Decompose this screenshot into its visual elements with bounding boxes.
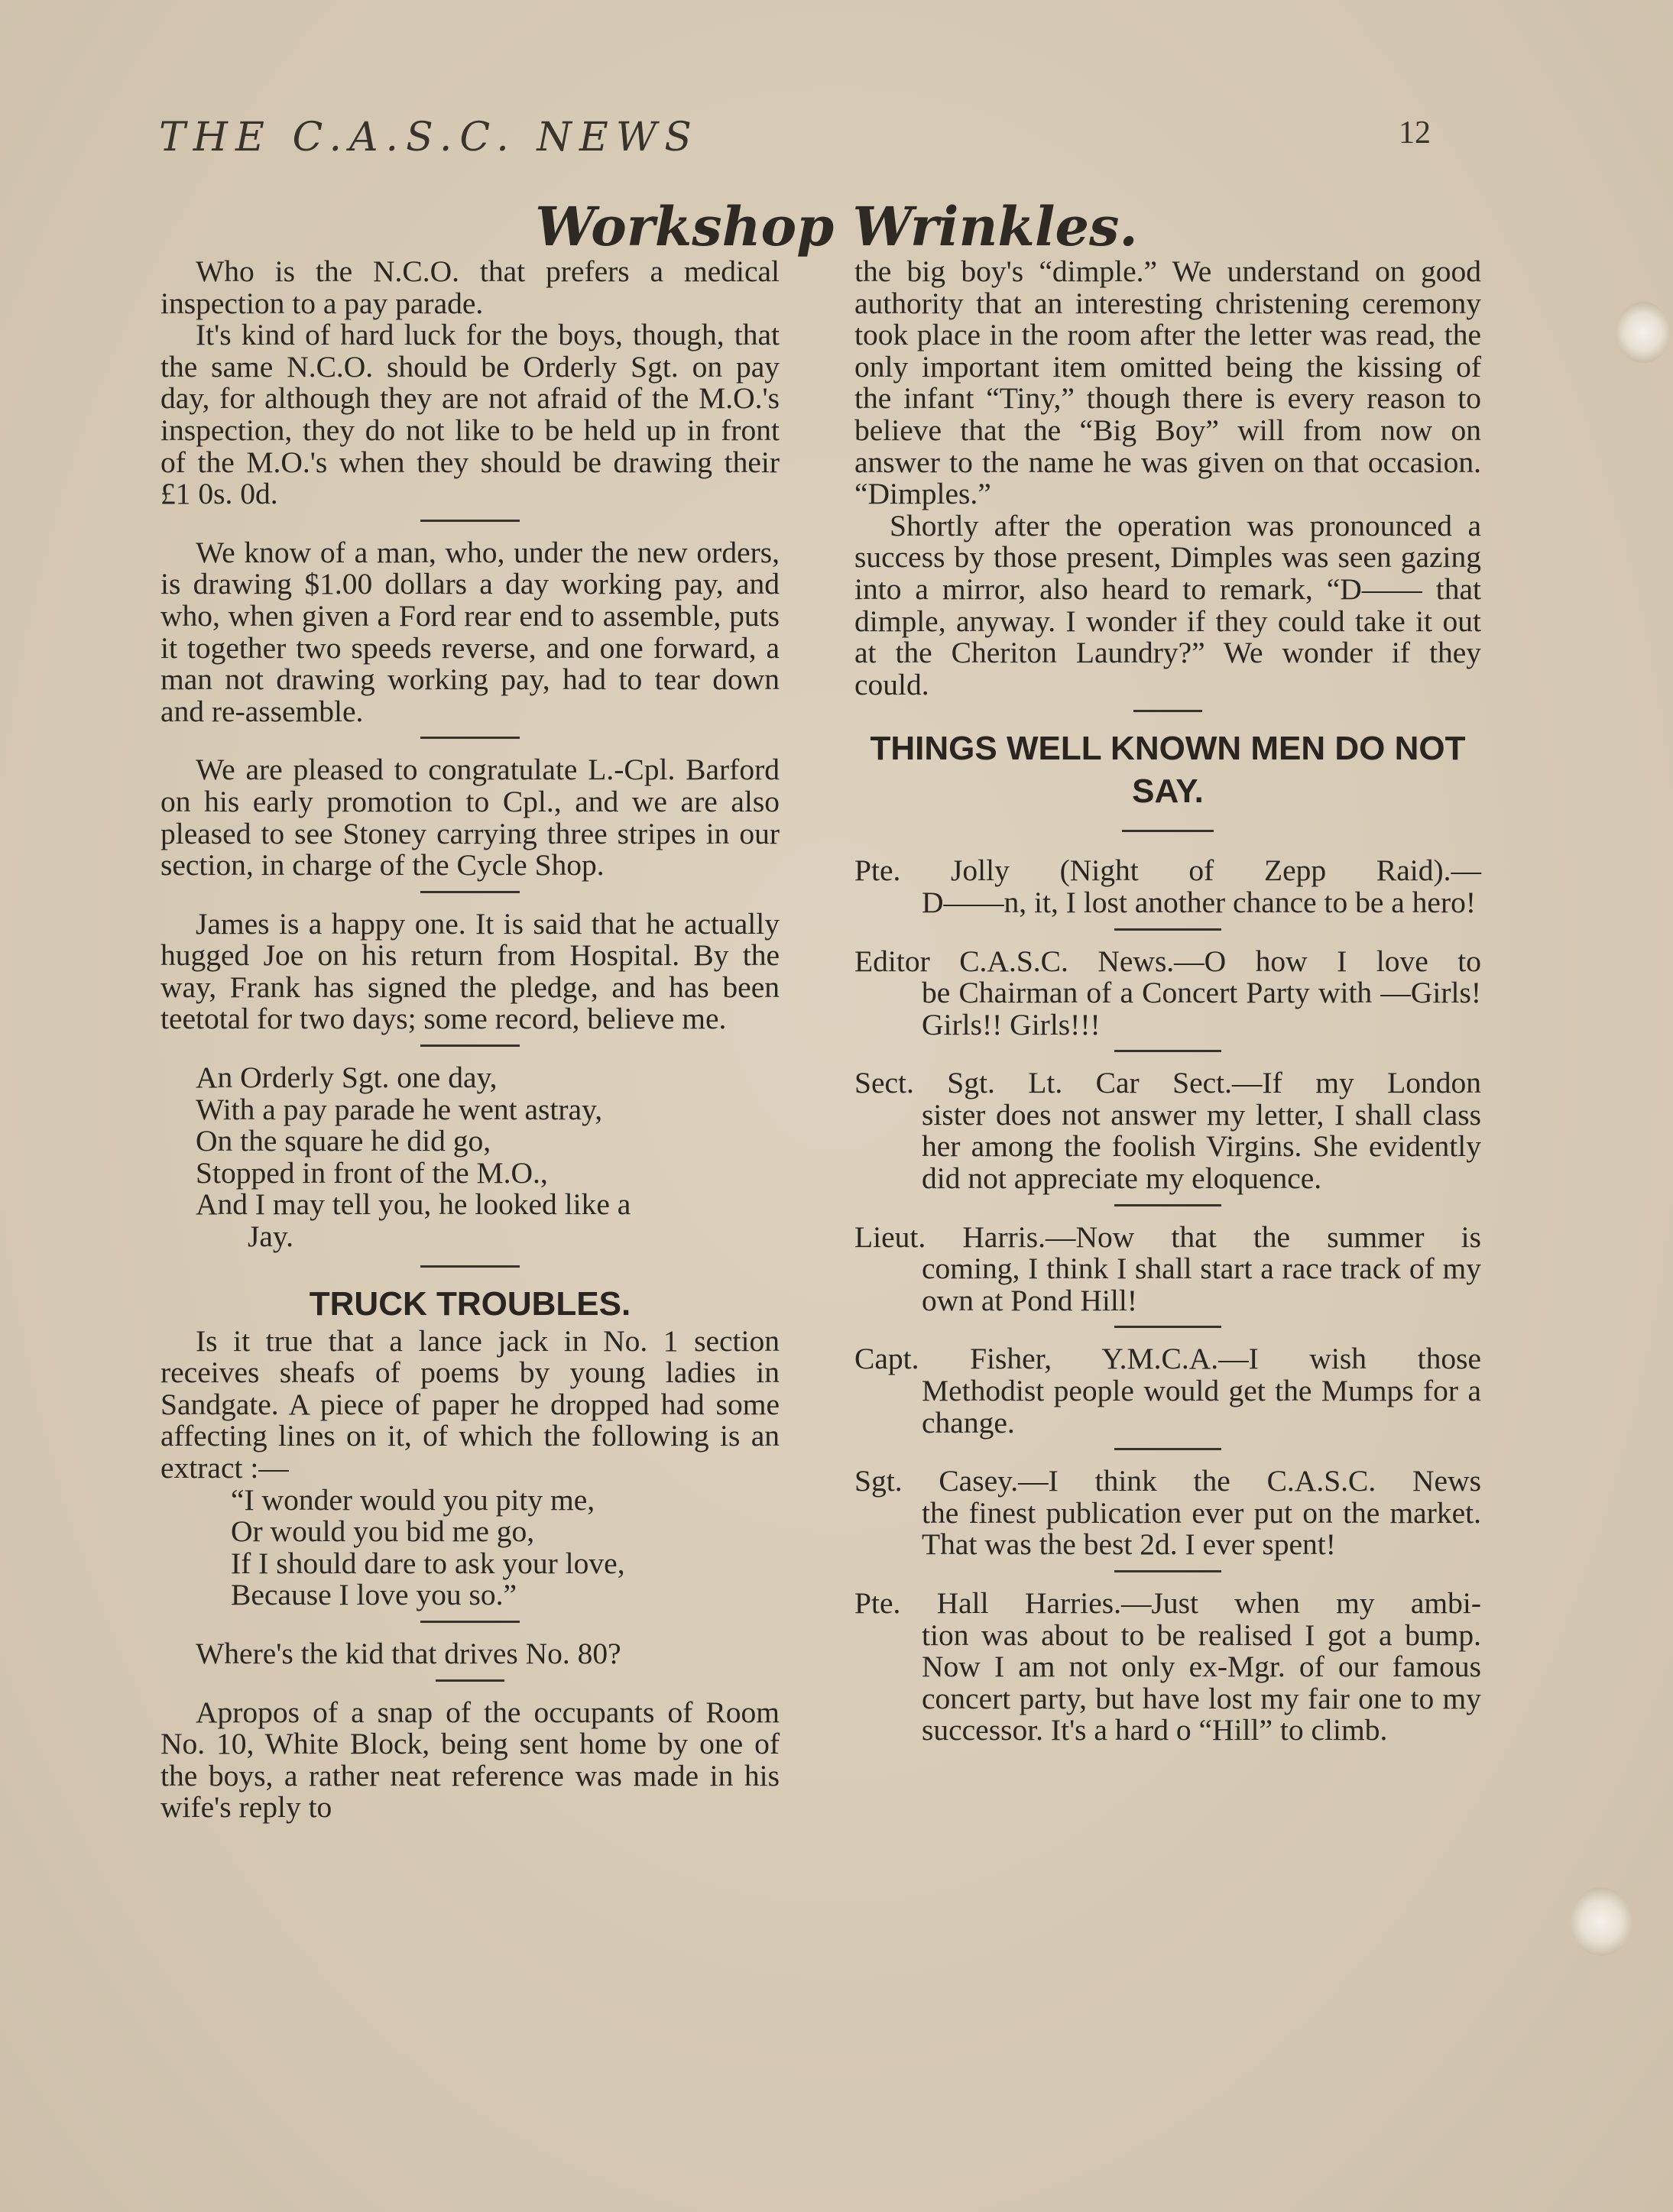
- poem-line: If I should dare to ask your love,: [231, 1546, 625, 1580]
- poem-line: An Orderly Sgt. one day,: [196, 1061, 498, 1095]
- saying: [854, 855, 1481, 918]
- divider: [420, 1265, 520, 1268]
- paragraph: Where's the kid that drives No. 80?: [196, 1636, 621, 1670]
- left-column: [160, 256, 780, 1824]
- article-title: Workshop Wrinkles.: [535, 195, 1138, 258]
- paragraph: We know of a man, who, under the new orders, is drawing $1.00 dollars a day working pay, and who, when given a Ford rear end to assemble, puts it together two speeds reverse, and one forward, a man not drawing working pay, had to tear down and re-assemble.: [160, 535, 780, 728]
- saying: [854, 1219, 1481, 1317]
- quoted-poem: [231, 1482, 780, 1612]
- paragraph: Is it true that a lance jack in No. 1 section receives sheafs of poems by young ladies in Sandgate. A piece of paper he dropped had some affecting lines on it, of which the following is an extract :—: [160, 1323, 780, 1485]
- section-heading: TRUCK TROUBLES.: [309, 1284, 631, 1323]
- saying: [854, 1588, 1481, 1747]
- poem-line: On the square he did go,: [196, 1124, 491, 1158]
- poem-line: Or would you bid me go,: [231, 1514, 535, 1549]
- saying-text: D——n, it, I lost another chance to be a hero!: [922, 885, 1477, 919]
- saying-speaker: Capt. Fisher, Y.M.C.A.—I wish those: [854, 1342, 1481, 1376]
- right-column: [854, 256, 1481, 1747]
- saying-speaker: Pte. Jolly (Night of Zepp Raid).—: [854, 853, 1481, 888]
- paragraph: James is a happy one. It is said that he actually hugged Joe on his return from Hospital. By the way, Frank has signed the pledge, and has been teetotal for two days; some record, believe me.: [160, 906, 780, 1036]
- saying-text: the finest publication ever put on the market. That was the best 2d. I ever spent!: [922, 1495, 1481, 1562]
- divider: [1133, 710, 1202, 712]
- paragraph: Shortly after the operation was pronounced a success by those present, Dimples was seen gazing into a mirror, also heard to remark, “D—— that dimple, anyway. I wonder if they could take it out at the Cheriton Laundry?” We wonder if they could.: [854, 508, 1481, 701]
- binding-hole: [1616, 302, 1670, 363]
- saying-text: Methodist people would get the Mumps for a change.: [922, 1374, 1481, 1440]
- saying-speaker: Sgt. Casey.—I think the C.A.S.C. News: [854, 1464, 1481, 1498]
- divider: [420, 1621, 520, 1623]
- poem-line: “I wonder would you pity me,: [231, 1482, 595, 1517]
- section-heading: THINGS WELL KNOWN MEN DO NOT SAY.: [870, 730, 1466, 811]
- saying-speaker: Lieut. Harris.—Now that the summer is: [854, 1219, 1481, 1254]
- poem-line: And I may tell you, he looked like a: [196, 1187, 631, 1222]
- divider: [1114, 1448, 1221, 1450]
- poem: [196, 1062, 780, 1253]
- paragraph: We are pleased to congratulate L.-Cpl. Barford on his early promotion to Cpl., and we are also pleased to see Stoney carrying three stripes in our section, in charge of the Cycle Shop.: [160, 753, 780, 883]
- saying: [854, 946, 1481, 1041]
- saying-speaker: Sect. Sgt. Lt. Car Sect.—If my London: [854, 1066, 1481, 1100]
- divider: [1114, 1204, 1221, 1206]
- saying-text: tion was about to be realised I got a bump. Now I am not only ex-Mgr. of our famous concert party, but have lost my fair one to my successor. It's a hard o “Hill” to climb.: [922, 1618, 1481, 1747]
- saying: [854, 1343, 1481, 1439]
- saying: [854, 1067, 1481, 1194]
- poem-line: Because I love you so.”: [231, 1578, 517, 1612]
- saying: [854, 1465, 1481, 1561]
- saying-speaker: Editor C.A.S.C. News.—O how I love to: [854, 944, 1481, 978]
- paragraph: Apropos of a snap of the occupants of Room No. 10, White Block, being sent home by one of the boys, a rather neat reference was made in his wife's reply to: [160, 1695, 780, 1825]
- divider: [420, 737, 520, 739]
- divider: [1114, 1326, 1221, 1328]
- saying-text: be Chairman of a Concert Party with —Girls! Girls!! Girls!!!: [922, 976, 1481, 1041]
- divider: [1114, 1050, 1221, 1052]
- poem-line: With a pay parade he went astray,: [196, 1092, 603, 1126]
- page-number: 12: [1399, 115, 1431, 151]
- poem-line: Stopped in front of the M.O.,: [196, 1155, 548, 1190]
- divider: [1114, 928, 1221, 931]
- saying-text: sister does not answer my letter, I shall class her among the foolish Virgins. She evidently did not appreciate my eloquence.: [922, 1097, 1481, 1196]
- divider: [420, 891, 520, 893]
- divider: [420, 1044, 520, 1047]
- binding-hole: [1571, 1887, 1632, 1956]
- saying-text: coming, I think I shall start a race track of my own at Pond Hill!: [922, 1252, 1481, 1317]
- divider: [420, 520, 520, 522]
- paragraph: Who is the N.C.O. that prefers a medical inspection to a pay parade.: [160, 254, 780, 320]
- poem-line: Jay.: [248, 1219, 293, 1254]
- divider: [1122, 830, 1214, 832]
- paragraph: the big boy's “dimple.” We understand on good authority that an interesting christening ceremony took place in the room after the letter was read, the only important item omitted being the kissing of the infant “Tiny,” though there is every reason to believe that the “Big Boy” will from now on answer to the name he was given on that occasion. “Dimples.”: [854, 254, 1481, 511]
- divider: [1114, 1570, 1221, 1572]
- paragraph: It's kind of hard luck for the boys, though, that the same N.C.O. should be Orderly Sgt. on pay day, for although they are not afraid of the M.O.'s inspection, they do not like to be held up in front of the M.O.'s when they should be drawing their £1 0s. 0d.: [160, 318, 780, 511]
- masthead: THE C.A.S.C. NEWS: [159, 115, 699, 160]
- divider: [436, 1679, 504, 1682]
- saying-speaker: Pte. Hall Harries.—Just when my ambi-: [854, 1586, 1481, 1620]
